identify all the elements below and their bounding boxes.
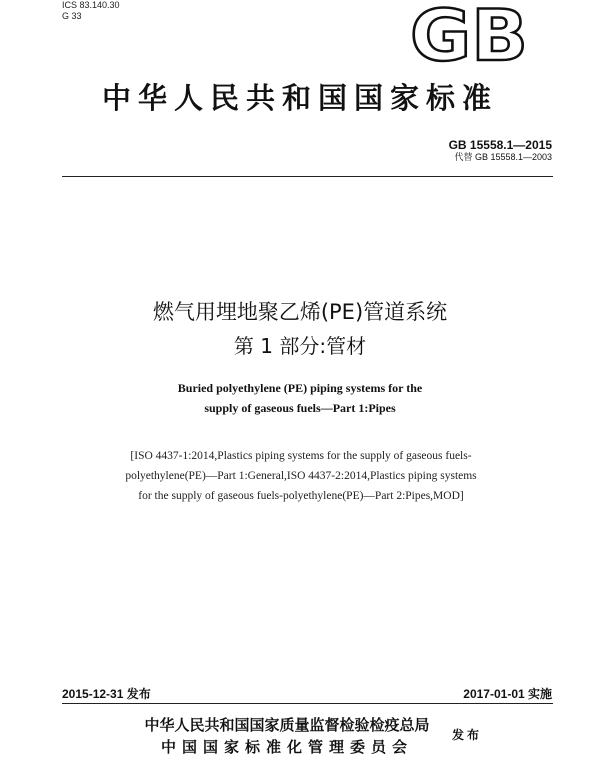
ccs-code: G 33 <box>62 11 82 21</box>
standard-number: GB 15558.1—2015 <box>448 138 552 152</box>
implementation-date: 2017-01-01 实施 <box>463 687 552 701</box>
classification-codes <box>62 0 120 22</box>
issue-date: 2015-12-31 发布 <box>62 687 151 701</box>
footer-rule <box>62 703 553 704</box>
adoption-line2: polyethylene(PE)—Part 1:General,ISO 4437-2:2014,Plastics piping systems <box>125 470 477 482</box>
publisher-line1: 中华人民共和国国家质量监督检验检疫总局 <box>144 716 430 734</box>
title-zh-line1: 燃气用埋地聚乙烯(PE)管道系统 <box>152 300 448 324</box>
ics-code: ICS 83.140.30 <box>62 0 120 10</box>
title-zh-line2: 第 1 部分:管材 <box>233 334 367 358</box>
gb-logo-text: GB <box>410 4 528 64</box>
standard-category-title: 中华人民共和国国家标准 <box>101 81 498 115</box>
replaces-note: 代替 GB 15558.1—2003 <box>454 152 552 162</box>
header-rule <box>62 176 553 177</box>
gb-logo <box>408 4 530 64</box>
title-en-line1: Buried polyethylene (PE) piping systems for the <box>177 381 423 395</box>
adoption-line3: for the supply of gaseous fuels-polyethylene(PE)—Part 2:Pipes,MOD] <box>138 490 464 502</box>
issued-label: 发布 <box>452 728 483 742</box>
publisher-line2: 中国国家标准化管理委员会 <box>160 738 413 756</box>
adoption-line1: [ISO 4437-1:2014,Plastics piping systems for the supply of gaseous fuels- <box>130 450 472 462</box>
adoption-note <box>60 446 542 506</box>
title-en-line2: supply of gaseous fuels—Part 1:Pipes <box>204 401 396 415</box>
